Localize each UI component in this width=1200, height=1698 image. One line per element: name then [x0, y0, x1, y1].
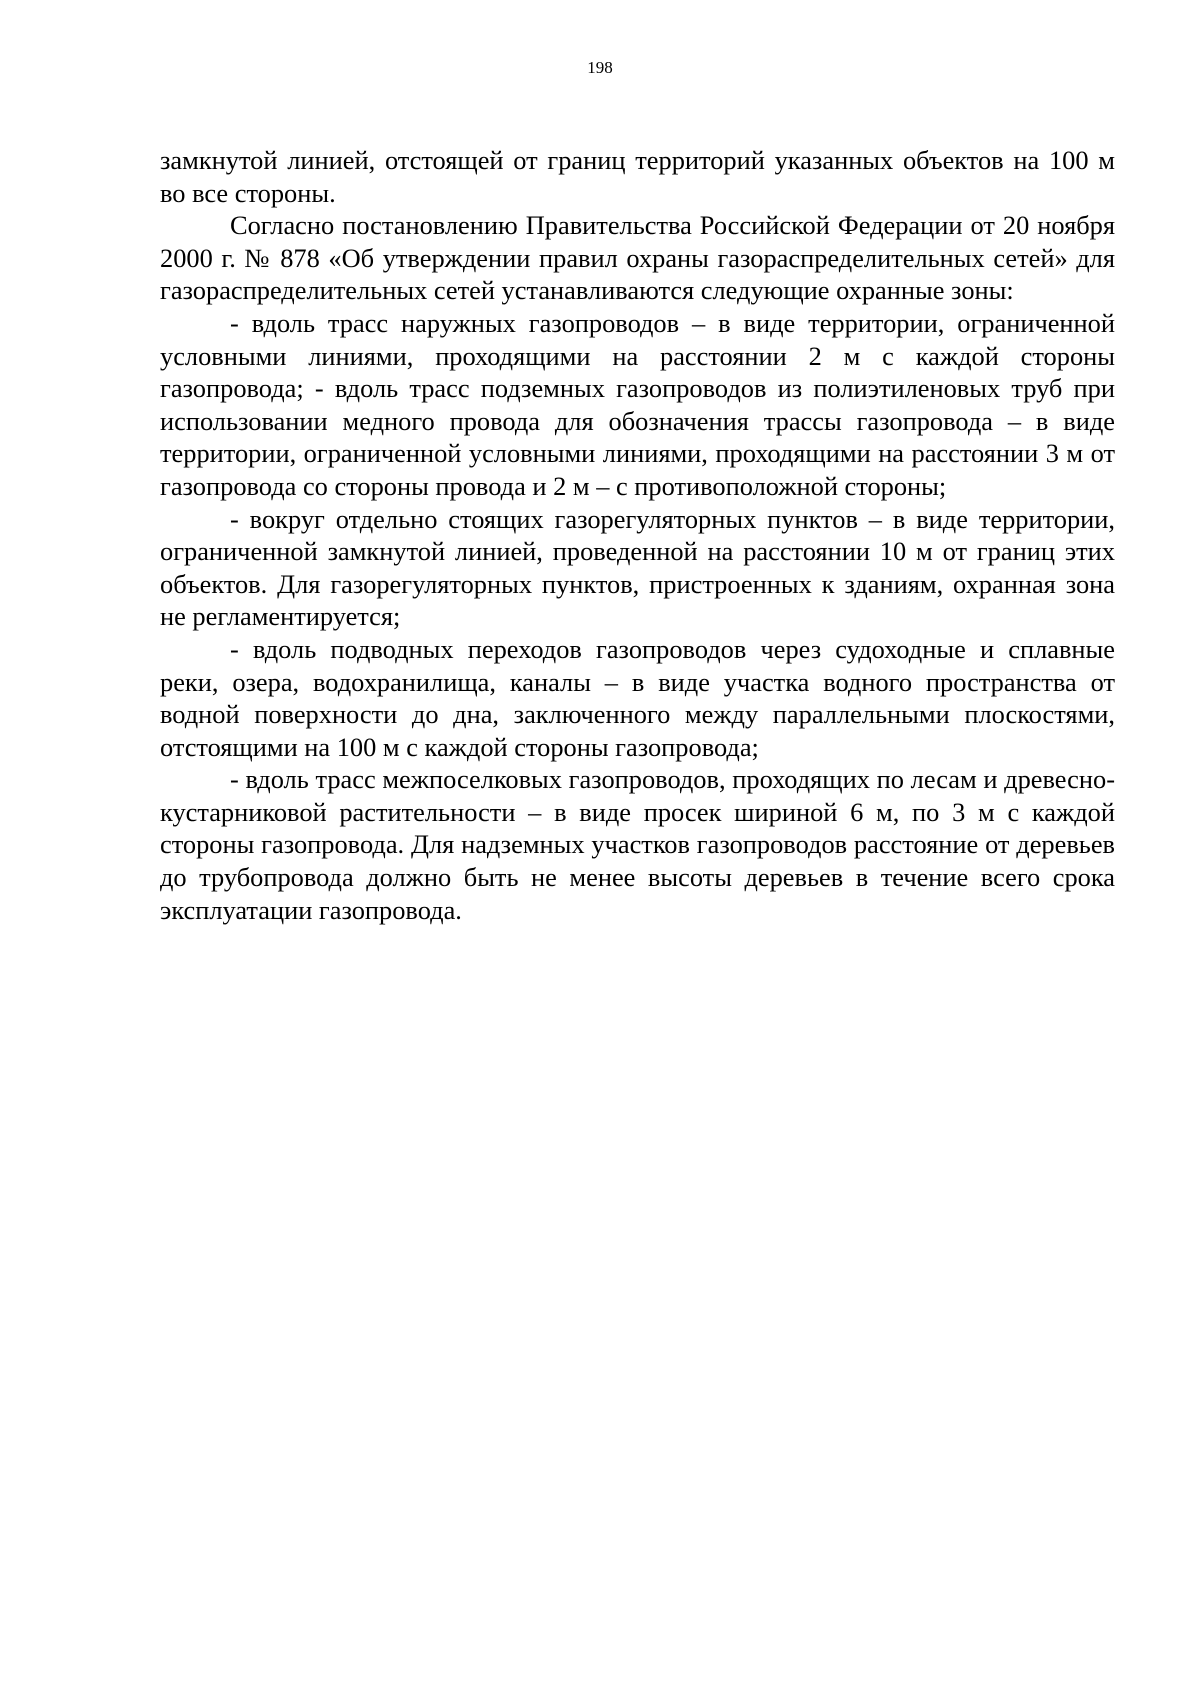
list-item-gas-regulator-points: - вокруг отдельно стоящих газорегуляторных пунктов – в виде территории, ограниченной замкнутой линией, проведенной на расстоянии 10 м от границ этих объектов. Для газорегуляторных пунктов, пристроенных к зданиям, охранная зона не регламентируется; [160, 503, 1115, 632]
list-item-external-pipelines: - вдоль трасс наружных газопроводов – в виде территории, ограниченной условными линиями, проходящими на расстоянии 2 м с каждой стороны газопровода; - вдоль трасс подземных газопроводов из полиэтиленовых труб при использовании медного провода для обозначения трассы газопровода – в виде территории, ограниченной условными линиями, проходящими на расстоянии 3 м от газопровода со стороны провода и 2 м – с противоположной стороны; [160, 307, 1115, 501]
list-item-underwater-crossings: - вдоль подводных переходов газопроводов через судоходные и сплавные реки, озера, водохранилища, каналы – в виде участка водного пространства от водной поверхности до дна, заключенного между параллельными плоскостями, отстоящими на 100 м с каждой стороны газопровода; [160, 633, 1115, 762]
paragraph-continuation: замкнутой линией, отстоящей от границ территорий указанных объектов на 100 м во все стороны. [160, 145, 1115, 208]
list-item-intersettlement-pipelines: - вдоль трасс межпоселковых газопроводов, проходящих по лесам и древесно-кустарниковой растительности – в виде просек шириной 6 м, по 3 м с каждой стороны газопровода. Для надземных участков газопроводов расстояние от деревьев до трубопровода должно быть не менее высоты деревьев в течение всего срока эксплуатации газопровода. [160, 764, 1115, 925]
document-body [160, 144, 1115, 926]
paragraph-regulation-intro: Согласно постановлению Правительства Российской Федерации от 20 ноября 2000 г. № 878 «Об утверждении правил охраны газораспределительных сетей» для газораспределительных сетей устанавливаются следующие охранные зоны: [160, 210, 1115, 306]
page-number: 198 [587, 58, 613, 77]
